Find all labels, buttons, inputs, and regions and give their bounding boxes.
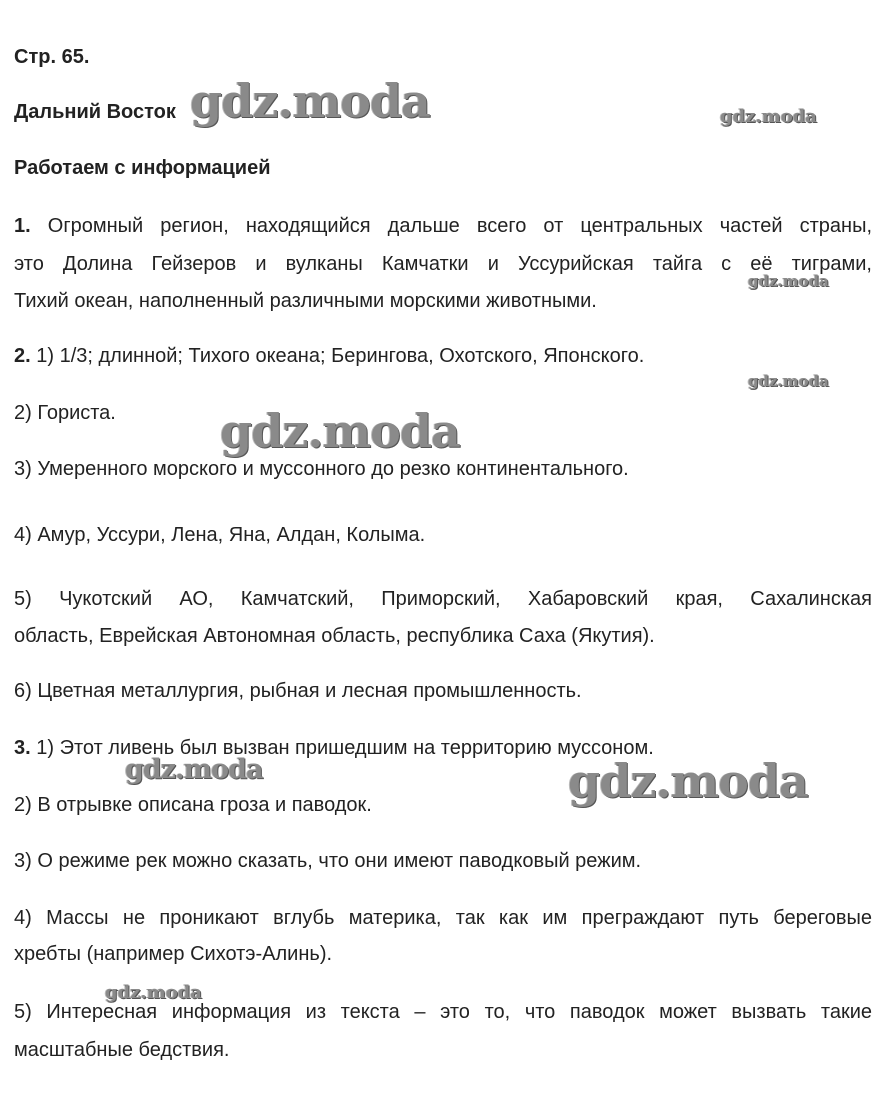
answer-line: 2) В отрывке описана гроза и паводок. [14,794,372,816]
answer-text: Огромный регион, находящийся дальше всего от центральных частей страны, [47,215,872,237]
topic-heading: Дальний Восток [14,101,176,123]
watermark: gdz.moda [220,404,460,458]
question-number: 3. [14,737,31,759]
watermark: gdz.moda [748,372,829,390]
watermark: gdz.moda [190,74,430,128]
answer-line [14,214,872,238]
answer-line [14,344,872,368]
answer-line: 3) О режиме рек можно сказать, что они имеют паводковый режим. [14,850,642,872]
section-heading: Работаем с информацией [14,157,271,179]
answer-line: масштабные бедствия. [14,1039,230,1061]
answer-line: это Долина Гейзеров и вулканы Камчатки и Уссурийская тайга с её тиграми, [14,253,872,275]
answer-text: 1) 1/3; длинной; Тихого океана; Берингова, Охотского, Японского. [36,345,645,367]
watermark: gdz.moda [105,982,202,1003]
answer-line: 2) Гориста. [14,402,116,424]
question-number: 1. [14,215,31,237]
answer-line: 4) Массы не проникают вглубь материка, так как им преграждают путь береговые [14,907,872,929]
answer-text: 1) Этот ливень был вызван пришедшим на территорию муссоном. [36,737,654,759]
page-label: Стр. 65. [14,46,90,68]
answer-line: 5) Чукотский АО, Камчатский, Приморский, Хабаровский края, Сахалинская [14,588,872,610]
watermark: gdz.moda [125,754,263,785]
answer-line: область, Еврейская Автономная область, республика Саха (Якутия). [14,625,655,647]
answer-line: хребты (например Сихотэ-Алинь). [14,943,333,965]
answer-line: 6) Цветная металлургия, рыбная и лесная промышленность. [14,680,582,702]
question-number: 2. [14,345,31,367]
watermark: gdz.moda [568,754,808,808]
answer-line: 5) Интересная информация из текста – это то, что паводок может вызвать такие [14,1001,872,1023]
watermark: gdz.moda [748,272,829,290]
watermark: gdz.moda [720,106,817,127]
answer-line: 4) Амур, Уссури, Лена, Яна, Алдан, Колыма. [14,524,426,546]
answer-line: Тихий океан, наполненный различными морскими животными. [14,290,597,312]
answer-line: 3) Умеренного морского и муссонного до резко континентального. [14,458,629,480]
